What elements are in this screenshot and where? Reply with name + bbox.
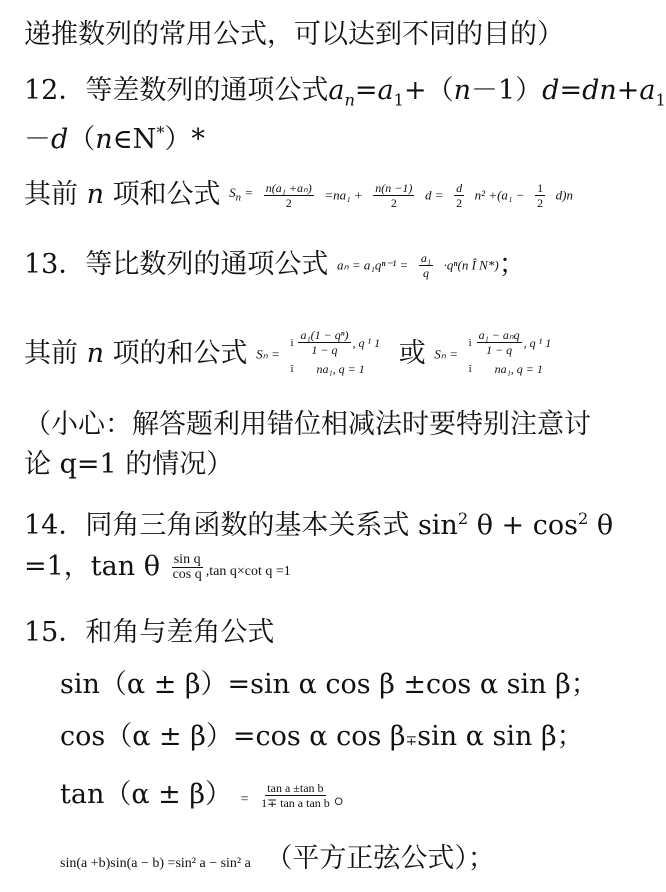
tan-fraction <box>171 553 204 582</box>
sum-tail: d)n <box>555 187 573 203</box>
geo-sum1-num: a₁(1 − qⁿ) <box>300 328 349 342</box>
sum-label-b: 项和公式 <box>112 178 221 210</box>
trig-theta2: θ <box>588 510 614 541</box>
geo-formula-tail: ·qⁿ(n Î N*) <box>443 257 499 273</box>
formula-eq2: = <box>559 75 583 106</box>
cos-formula-b: sin α sin β； <box>417 721 584 752</box>
formula-n: n <box>453 75 471 106</box>
geo-sum2-lhs: Sₙ = <box>434 346 458 362</box>
geo-semi: ； <box>498 249 526 280</box>
geo-sum1-frac <box>298 328 350 357</box>
fraction-2 <box>373 181 414 210</box>
geo-sum-label-b: 项的和公式 <box>112 338 248 369</box>
trig-sq2: 2 <box>578 509 589 528</box>
tan-cot: ,tan q×cot q =1 <box>205 564 291 579</box>
fraction-4 <box>535 181 545 210</box>
geo-sum2-brace: ì $\frac{\text{a₁ − aₙq}}{1 - q}$ , q ¹ 1 î na₁, q = 1 <box>469 328 552 381</box>
tan-eq2: = <box>240 792 249 807</box>
sum-label-a: 其前 <box>24 178 78 210</box>
frac3-den: 2 <box>456 195 463 210</box>
tan-formula-a: tan（α ± β） <box>60 779 232 810</box>
formula-plus-a: +a <box>616 75 656 106</box>
trig-theta-cos: θ + cos <box>468 510 578 541</box>
formula-dn: dn <box>582 75 617 106</box>
geo-sum1-bot: na₁, q = 1 <box>316 362 365 376</box>
or-text: 或 <box>398 338 426 369</box>
section-12-line1 <box>24 74 666 117</box>
sum-mid1: =na₁ + <box>324 187 363 203</box>
formula-minus1: －1） <box>470 75 543 106</box>
geo-sum-label-n: n <box>78 338 113 369</box>
frac4-den: 2 <box>537 195 544 210</box>
geo-sum1-brace: ì $\frac{\text{a₁(1 − qⁿ)}}{1 - q}$ , q ¹ 1 î na₁, q = 1 <box>290 328 380 381</box>
frac2-den: 2 <box>390 195 397 210</box>
sum-label-n: n <box>78 178 113 210</box>
frac4-num: 1 <box>537 180 544 195</box>
section-12-line2 <box>24 116 205 157</box>
tan-sum-den: 1∓ tan a tan b <box>261 796 330 810</box>
geo-sum1-cond: , q ¹ 1 <box>352 335 381 350</box>
line2-paren: （ <box>68 124 96 155</box>
frac1-den: 2 <box>285 195 292 210</box>
geo-sum1-lhs: Sₙ = <box>256 346 280 362</box>
geo-sum1-den: 1 − q <box>311 343 338 357</box>
line2-star-sup: * <box>156 123 165 142</box>
line2-in-N: ∈N <box>112 124 157 155</box>
formula-plus: +（ <box>403 75 454 106</box>
cos-formula-a: cos（α ± β）=cos α cos β <box>60 721 406 752</box>
line2-n: n <box>95 124 113 155</box>
line2-d: d <box>51 124 69 155</box>
square-sine-row <box>60 842 495 881</box>
frac3-num: d <box>456 180 463 195</box>
sum-tan-formula <box>60 778 361 817</box>
square-sine-formula: sin(a +b)sin(a − b) =sin² a − sin² a <box>60 856 251 871</box>
fraction-1 <box>264 181 314 210</box>
formula-sub-1: 1 <box>393 90 404 110</box>
section-14-line1 <box>24 502 613 543</box>
section-14-line2 <box>24 550 291 589</box>
tan-sum-fraction <box>259 781 332 810</box>
trig-sin: sin <box>409 510 458 541</box>
formula-sub-n: n <box>344 90 355 110</box>
section-12-label: 12．等差数列的通项公式 <box>24 75 329 106</box>
section-13-label: 13．等比数列的通项公式 <box>24 249 329 280</box>
tan-frac-den: cos q <box>172 567 202 582</box>
sum-cos-formula <box>60 720 584 758</box>
line2-close: ）* <box>164 124 205 155</box>
geo-sum2-den: 1 − q <box>486 343 513 357</box>
tan-frac-num: sin q <box>173 552 201 567</box>
section-13-line1 <box>24 248 526 283</box>
geo-formula-lhs: aₙ = a₁qⁿ⁻¹ = <box>336 257 409 273</box>
frac1-num: n(a₁ +aₙ) <box>265 180 312 195</box>
cos-mp: ∓ <box>405 733 418 749</box>
geo-sum2-frac <box>477 328 522 357</box>
formula-sub-1b: 1 <box>655 90 666 110</box>
sum-formula: $S_n$ = <box>229 185 254 204</box>
section-13-sum <box>24 328 551 381</box>
frac2-num: n(n −1) <box>375 180 413 195</box>
section-15-label: 15．和角与差角公式 <box>24 617 275 648</box>
line2-minus: － <box>24 124 51 155</box>
intro-text: 递推数列的常用公式，可以达到不同的目的） <box>24 19 564 50</box>
square-sine-text: （平方正弦公式）； <box>265 843 495 874</box>
sum-lhs: S <box>229 185 236 200</box>
sum-mid3: n² +(a₁ − <box>474 187 525 203</box>
geo-frac-num: a₁ <box>420 251 432 265</box>
tan-sum-num: tan a ±tan b <box>267 781 324 795</box>
sum-mid2: d = <box>424 187 444 203</box>
formula-eq: =a <box>354 75 394 106</box>
sum-lhs-sub: n <box>235 191 242 204</box>
note-line-1: （小心：解答题利用错位相减法时要特别注意讨 <box>24 409 591 440</box>
section-12-sum <box>24 176 573 215</box>
geo-sum2-num: a₁ − aₙq <box>478 328 520 342</box>
formula-a: a <box>328 75 345 106</box>
trig-sq1: 2 <box>457 509 469 528</box>
formula-d: d <box>542 75 560 106</box>
sum-sin-formula: sin（α ± β）=sin α cos β ±cos α sin β； <box>60 669 598 700</box>
geo-sum2-cond: , q ¹ 1 <box>523 335 552 350</box>
tan-eq: =1，tan θ <box>24 551 160 582</box>
geo-sum-label-a: 其前 <box>24 338 78 369</box>
geo-frac-den: q <box>422 266 429 280</box>
note-line-2: 论 q=1 的情况） <box>24 449 234 480</box>
geo-sum2-bot: na₁, q = 1 <box>494 362 543 376</box>
fraction-3 <box>454 181 464 210</box>
tan-end: 。 <box>333 779 361 810</box>
geo-fraction <box>419 251 433 280</box>
section-14-label: 14．同角三角函数的基本关系式 <box>24 510 410 541</box>
